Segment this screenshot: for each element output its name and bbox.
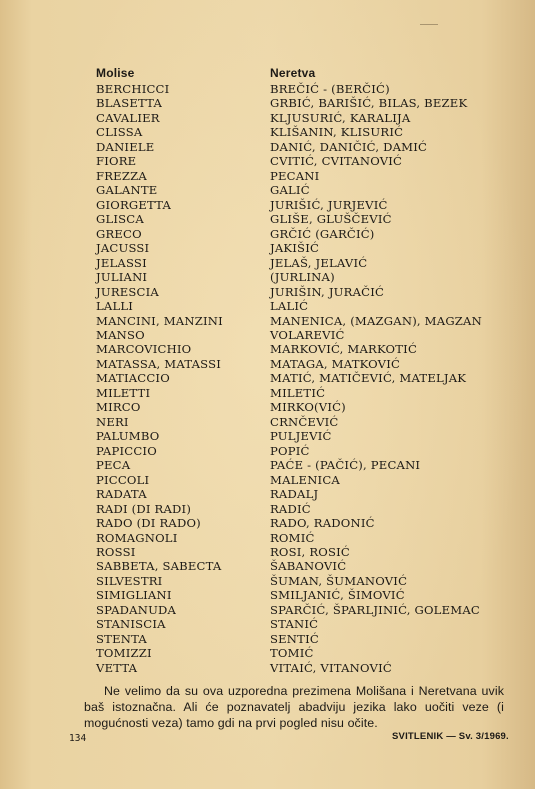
table-row	[0, 198, 535, 212]
neretva-surname: LALIĆ	[270, 299, 309, 314]
molise-surname: JACUSSI	[96, 241, 150, 256]
neretva-surname: SPARČIĆ, ŠPARLJINIĆ, GOLEMAC	[270, 602, 480, 617]
molise-surname: STANISCIA	[96, 617, 166, 632]
neretva-surname: BREČIĆ - (BERČIĆ)	[270, 82, 390, 96]
molise-surname: PICCOLI	[96, 472, 150, 487]
neretva-surname: ROSI, ROSIĆ	[270, 545, 350, 559]
table-row	[0, 574, 535, 588]
molise-surname: SPADANUDA	[96, 602, 177, 617]
neretva-surname: MIRKO(VIĆ)	[270, 400, 346, 415]
surname-table	[0, 82, 535, 675]
molise-surname: VETTA	[96, 660, 138, 675]
neretva-surname: SMILJANIĆ, ŠIMOVIĆ	[270, 588, 405, 603]
neretva-surname: TOMIĆ	[270, 646, 314, 661]
molise-surname: RADO (DI RADO)	[96, 516, 201, 531]
molise-surname: GIORGETTA	[96, 197, 172, 212]
neretva-surname: SENTIĆ	[270, 631, 319, 646]
table-row	[0, 487, 535, 501]
molise-surname: NERI	[96, 414, 129, 429]
column-header-neretva: Neretva	[270, 66, 316, 80]
neretva-surname: MATIĆ, MATIČEVIĆ, MATELJAK	[270, 371, 467, 386]
table-row	[0, 516, 535, 530]
journal-footer: SVITLENIK — Sv. 3/1969.	[392, 731, 509, 742]
table-row	[0, 603, 535, 617]
table-row	[0, 125, 535, 139]
table-row	[0, 429, 535, 443]
molise-surname: MIRCO	[96, 400, 141, 415]
table-row	[0, 82, 535, 96]
molise-surname: LALLI	[96, 299, 134, 314]
neretva-surname: ŠABANOVIĆ	[270, 559, 347, 574]
table-row	[0, 502, 535, 516]
neretva-surname: (JURLINA)	[270, 270, 335, 285]
molise-surname: GLISCA	[96, 212, 144, 227]
neretva-surname: STANIĆ	[270, 617, 319, 632]
neretva-surname: GRČIĆ (GARČIĆ)	[270, 226, 375, 241]
table-row	[0, 154, 535, 168]
table-row	[0, 212, 535, 226]
table-row	[0, 357, 535, 371]
molise-surname: DANIELE	[96, 139, 155, 154]
table-row	[0, 314, 535, 328]
neretva-surname: MATAGA, MATKOVIĆ	[270, 356, 401, 371]
table-row	[0, 473, 535, 487]
molise-surname: MATIACCIO	[96, 371, 170, 386]
molise-surname: CAVALIER	[96, 110, 160, 125]
table-row	[0, 299, 535, 313]
neretva-surname: VOLAREVIĆ	[270, 327, 345, 342]
neretva-surname: RADO, RADONIĆ	[270, 516, 375, 531]
table-row	[0, 458, 535, 472]
corner-mark	[420, 24, 438, 25]
neretva-surname: ROMIĆ	[270, 530, 315, 545]
table-row	[0, 241, 535, 255]
neretva-surname: KLJUSURIĆ, KARALIJA	[270, 110, 411, 125]
table-row	[0, 531, 535, 545]
table-row	[0, 617, 535, 631]
neretva-surname: JURIŠIĆ, JURJEVIĆ	[270, 197, 388, 212]
table-row	[0, 342, 535, 356]
molise-surname: GRECO	[96, 226, 142, 241]
molise-surname: FREZZA	[96, 168, 147, 183]
molise-surname: ROMAGNOLI	[96, 530, 178, 545]
neretva-surname: ŠUMAN, ŠUMANOVIĆ	[270, 573, 408, 588]
molise-surname: SILVESTRI	[96, 573, 163, 588]
neretva-surname: RADIĆ	[270, 501, 311, 516]
table-row	[0, 169, 535, 183]
neretva-surname: CRNČEVIĆ	[270, 414, 339, 429]
molise-surname: PAPICCIO	[96, 443, 157, 458]
neretva-surname: POPIĆ	[270, 443, 310, 458]
table-row	[0, 559, 535, 573]
neretva-surname: DANIĆ, DANIČIĆ, DAMIĆ	[270, 139, 428, 154]
neretva-surname: MARKOVIĆ, MARKOTIĆ	[270, 342, 418, 357]
molise-surname: MILETTI	[96, 385, 151, 400]
molise-surname: RADI (DI RADI)	[96, 501, 192, 516]
neretva-surname: GLIŠE, GLUŠČEVIĆ	[270, 212, 392, 227]
neretva-surname: JAKIŠIĆ	[270, 241, 320, 256]
molise-surname: PECA	[96, 458, 131, 473]
molise-surname: GALANTE	[96, 183, 158, 198]
molise-surname: SABBETA, SABECTA	[96, 559, 222, 574]
closing-paragraph: Ne velimo da su ova uzporedna prezimena Molišana i Neretvana uvik baš istoznačna. Ali će poznavatelj abadviju jezika lako uočiti veze (i mogućnosti veza) tamo gdi na prvi pogled nisu očite.	[84, 684, 504, 730]
table-row	[0, 111, 535, 125]
neretva-surname: JELAŠ, JELAVIĆ	[270, 255, 368, 270]
molise-surname: JULIANI	[96, 270, 148, 285]
molise-surname: JELASSI	[96, 255, 147, 270]
table-row	[0, 256, 535, 270]
molise-surname: BERCHICCI	[96, 82, 170, 96]
table-row	[0, 227, 535, 241]
neretva-surname: MALENICA	[270, 472, 340, 487]
table-row	[0, 183, 535, 197]
table-row	[0, 588, 535, 602]
table-row	[0, 661, 535, 675]
molise-surname: MANCINI, MANZINI	[96, 313, 223, 328]
molise-surname: JURESCIA	[96, 284, 159, 299]
neretva-surname: GRBIĆ, BARIŠIĆ, BILAS, BEZEK	[270, 96, 468, 111]
table-row	[0, 96, 535, 110]
neretva-surname: PAĆE - (PAČIĆ), PECANI	[270, 458, 421, 473]
neretva-surname: RADALJ	[270, 487, 319, 502]
molise-surname: MANSO	[96, 327, 145, 342]
molise-surname: BLASETTA	[96, 96, 163, 111]
molise-surname: FIORE	[96, 154, 137, 169]
table-row	[0, 646, 535, 660]
neretva-surname: KLIŠANIN, KLISURIĆ	[270, 125, 404, 140]
table-row	[0, 632, 535, 646]
table-row	[0, 386, 535, 400]
column-header-molise: Molise	[96, 66, 135, 80]
neretva-surname: MILETIĆ	[270, 385, 326, 400]
molise-surname: ROSSI	[96, 545, 136, 559]
molise-surname: MARCOVICHIO	[96, 342, 192, 357]
molise-surname: RADATA	[96, 487, 147, 502]
molise-surname: TOMIZZI	[96, 646, 152, 661]
neretva-surname: JURIŠIN, JURAČIĆ	[270, 284, 385, 299]
molise-surname: STENTA	[96, 631, 147, 646]
table-row	[0, 371, 535, 385]
table-row	[0, 415, 535, 429]
neretva-surname: PULJEVIĆ	[270, 429, 332, 444]
molise-surname: SIMIGLIANI	[96, 588, 172, 603]
table-row	[0, 270, 535, 284]
page-number: 134	[69, 733, 87, 744]
molise-surname: MATASSA, MATASSI	[96, 356, 222, 371]
molise-surname: PALUMBO	[96, 429, 160, 444]
table-row	[0, 545, 535, 559]
neretva-surname: GALIĆ	[270, 183, 310, 198]
neretva-surname: CVITIĆ, CVITANOVIĆ	[270, 154, 403, 169]
neretva-surname: VITAIĆ, VITANOVIĆ	[270, 660, 392, 675]
molise-surname: CLISSA	[96, 125, 143, 140]
table-row	[0, 328, 535, 342]
table-row	[0, 285, 535, 299]
table-row	[0, 140, 535, 154]
neretva-surname: PECANI	[270, 168, 320, 183]
table-row	[0, 444, 535, 458]
neretva-surname: MANENICA, (MAZGAN), MAGZAN	[270, 313, 482, 328]
table-row	[0, 400, 535, 414]
